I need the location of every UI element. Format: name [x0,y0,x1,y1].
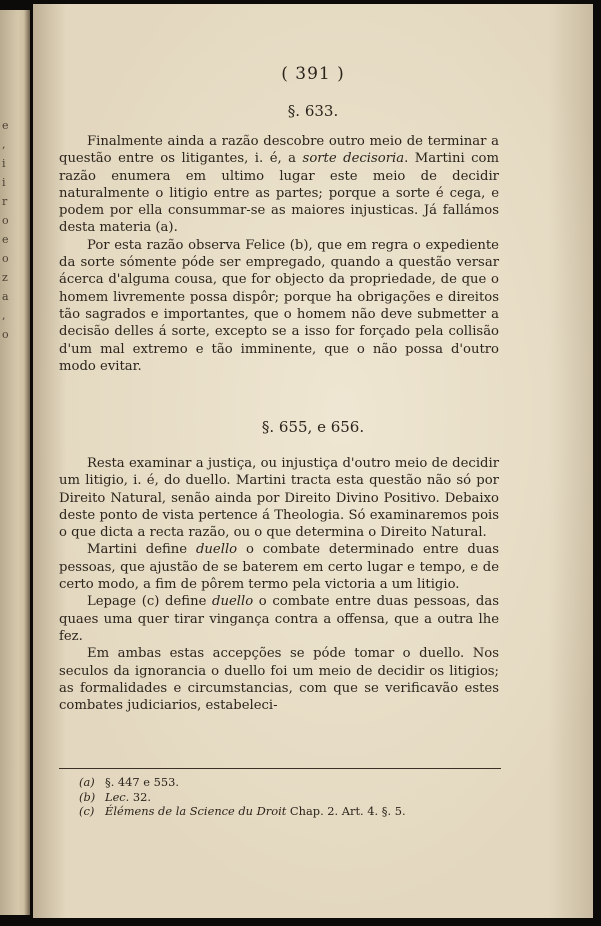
italic-term: duello [212,594,254,610]
facing-page-fragment: a [2,290,9,303]
italic-term: Lec. [105,789,130,804]
facing-page-fragment: o [2,328,9,341]
footnotes [79,775,509,819]
section-655-656-text [59,455,499,714]
italic-term: Élémens de la Science du Droit [105,804,287,818]
section-633-text [59,133,499,375]
page-content [33,4,593,918]
page-number: ( 391 ) [281,64,345,84]
paragraph: Finalmente ainda a razão descobre outro meio de terminar a questão entre os litigantes, i. é, a sorte decisoria. Martini com razão enumera em ultimo lugar este meio de decidir naturalmente o litigio entre as partes; porque a sorte é cega, e podem por ella consummar-se as maiores injusticas. Já fallámos desta materia (a). [59,134,499,236]
paragraph: Por esta razão observa Felice (b), que em regra o expediente da sorte sómente póde ser empregado, quando a questão versar ácerca d'alguma cousa, que for objecto da propriedade, de que o homem livremente possa dispôr; porque ha obrigações e direitos tão sagrados e importantes, que o homem não deve submetter a decisão delles á sorte, excepto se a isso for forçado pela collisão d'um mal extremo e tão imminente, que o não possa d'outro modo evitar. [59,237,499,374]
paragraph: Martini define duello o combate determinado entre duas pessoas, que ajustão de se baterem em certo lugar e tempo, e de certo modo, a fim de pôrem termo pela victoria a um litigio. [59,542,500,593]
paragraph: Em ambas estas accepções se póde tomar o duello. Nos seculos da ignorancia o duello foi um meio de decidir os litigios; as formalidades e circumstancias, com que se verificavão estes combates judiciarios, estabeleci- [59,646,499,714]
italic-term: sorte decisoria [302,151,405,167]
footnote-mark: (b) [79,789,96,804]
facing-page-fragment: e [2,119,9,132]
facing-page-fragment: i [2,157,6,170]
paragraph: Resta examinar a justiça, ou injustiça d'outro meio de decidir um litigio, i. é, do duello. Martini tracta esta questão não só por Direito Natural, senão ainda por Direito Divino Positivo. Debaixo deste ponto de vista pertence á Theologia. Só examinaremos pois o que dicta a recta razão, ou o que determina o Direito Natural. [59,456,499,541]
facing-page-fragment: , [2,138,6,151]
facing-page-fragment: e [2,233,9,246]
facing-page-fragment: , [2,309,6,322]
italic-term: duello [195,542,238,558]
footnote-mark: (c) [79,804,95,818]
footnote: (c) Élémens de la Science du Droit Chap. 2. Art. 4. §. 5. [79,804,406,818]
facing-page-edge [0,10,30,915]
facing-page-fragment: r [2,195,8,208]
footnote: (a) §. 447 e 553. [79,775,180,789]
footnote-mark: (a) [79,775,95,789]
book-page [33,4,593,918]
page-gutter-shadow [24,10,30,915]
footnote-rule [59,768,501,769]
facing-page-fragment: z [2,271,8,284]
section-heading-633: §. 633. [287,102,339,120]
paragraph: Lepage (c) define duello o combate entre duas pessoas, das quaes uma quer tirar vingança contra a offensa, que a outra lhe fez. [59,594,500,644]
facing-page-fragment: o [2,252,9,265]
footnote: (b) Lec. 32. [79,789,152,804]
facing-page-fragment: i [2,176,6,189]
facing-page-fragment: o [2,214,9,227]
section-heading-655-656: §. 655, e 656. [261,418,365,436]
